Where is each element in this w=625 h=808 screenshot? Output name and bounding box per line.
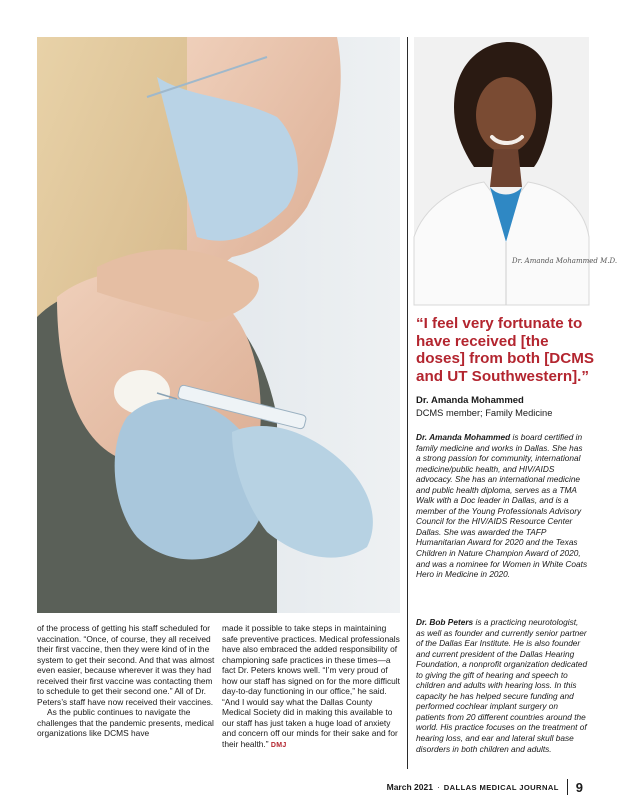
footer-divider	[567, 779, 568, 795]
end-mark: DMJ	[270, 742, 287, 750]
article-column-middle	[222, 623, 400, 752]
vaccination-illustration	[37, 37, 400, 613]
footer-magazine-name: DALLAS MEDICAL JOURNAL	[443, 782, 559, 792]
article-column-left	[37, 623, 215, 739]
footer-issue: March 2021	[386, 782, 433, 792]
portrait-signature: Dr. Amanda Mohammed M.D.	[512, 257, 618, 265]
article-paragraph	[222, 623, 400, 752]
footer-separator: ·	[436, 782, 440, 792]
portrait-photo	[414, 37, 618, 305]
column-divider	[407, 37, 408, 769]
vaccination-photo	[37, 37, 400, 613]
bio-peters	[416, 617, 588, 754]
page-number: 9	[575, 779, 583, 795]
article-paragraph: of the process of getting his staff scheduled for vaccination. “Once, of course, they all received their first vaccine, then they were kind of in the system to get their second. And that was almost even easier, because wherever it was they had received their first vaccine was contacting them to schedule to get their second one.” All of Dr. Peters’s staff have now received their vaccines.	[37, 623, 215, 707]
bio-mohammed-name: Dr. Amanda Mohammed	[416, 432, 511, 442]
portrait-illustration	[414, 37, 618, 305]
quote-attribution-name: Dr. Amanda Mohammed	[416, 395, 524, 406]
article-text: made it possible to take steps in maintaining safe preventive practices. Medical professionals have also embraced the added responsibility of championing safe practices in these times—a fact Dr. Peters knows well. “I’m very proud of how our staff has signed on for the more difficult day-to-day functioning in our office,” he said. “And I would say what the Dallas County Medical Society did in making this available to our staff has just taken a huge load of anxiety and concern off our minds for their sake and for their health.”	[222, 623, 400, 750]
bio-peters-name: Dr. Bob Peters	[416, 617, 474, 627]
pull-quote: “I feel very fortunate to have received [the doses] from both [DCMS and UT Southwestern].”	[416, 315, 595, 385]
quote-attribution-role: DCMS member; Family Medicine	[416, 408, 553, 418]
page-footer	[387, 779, 583, 795]
bio-mohammed-text: is board certified in family medicine and works in Dallas. She has a strong passion for community, international medicine/public health, and HIV/AIDS advocacy. She has an international medicine and public health diploma, serves as a TMA Walk with a Doc leader in Dallas, and is a member of the Young Professionals Advisory Council for the HIV/AIDS Resource Center Dallas. She was awarded the TAFP Humanitarian Award for 2020 and the Texas Children in Nature Champion Award of 2020, and was a nominee for Women in White Coats Hero in Medicine in 2020.	[416, 432, 588, 580]
article-paragraph: As the public continues to navigate the challenges that the pandemic presents, medical organizations like DCMS have	[37, 707, 214, 739]
bio-peters-text: is a practicing neurotologist, as well as founder and currently senior partner of the Dallas Ear Institute. He is also founder and current president of the Dallas Hearing Foundation, a nonprofit organization dedicated to giving the gift of hearing and speech to children and adults with hearing loss. In this capacity he has helped secure funding and performed cochlear implant surgery on patients from 20 different countries around the world. His practice focuses on the treatment of hearing loss, and ear and lateral skull base disorders in both children and adults.	[416, 617, 588, 754]
bio-mohammed	[416, 432, 588, 580]
